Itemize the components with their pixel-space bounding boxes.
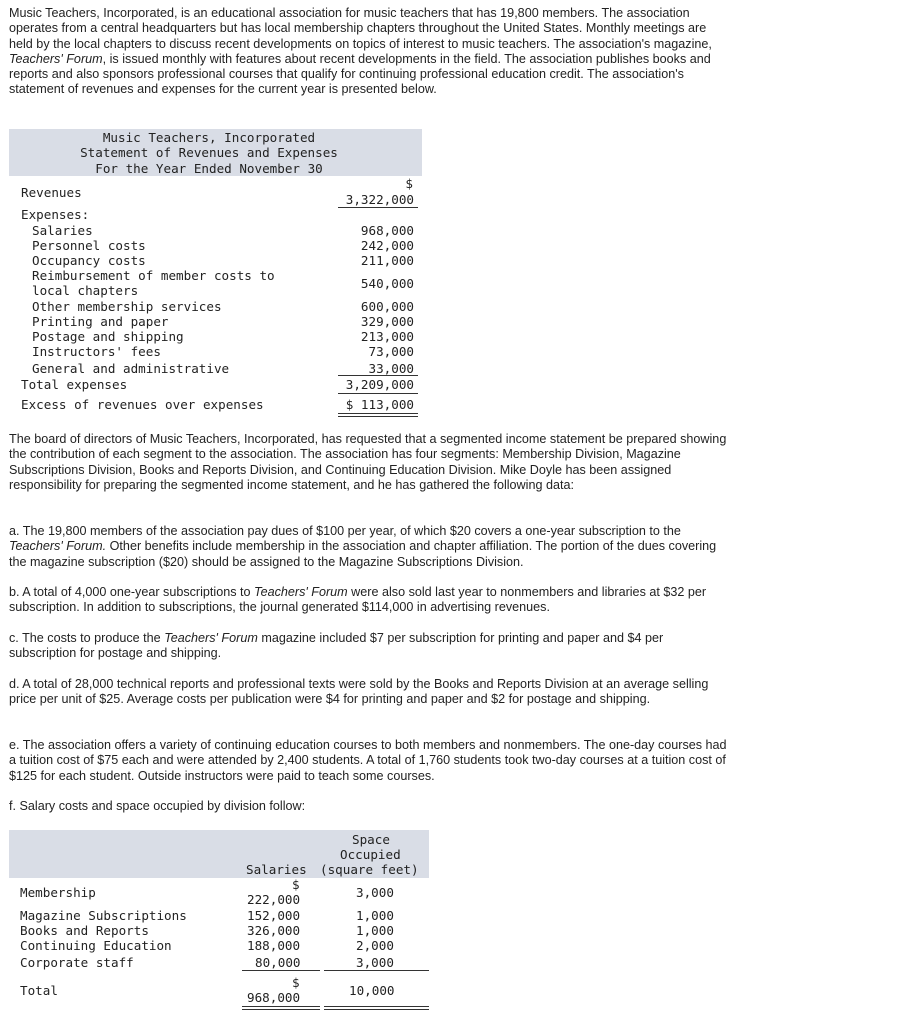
expense-row-postage	[9, 329, 422, 344]
excess-label: Excess of revenues over expenses	[21, 397, 264, 412]
item-b-text-2: were also sold last year to nonmembers and libraries at $32 per subscription. In addition to subscriptions, the journal generated $114,000 in advertising revenues.	[9, 585, 707, 615]
row-salary-education: 188,000	[247, 938, 301, 953]
expense-row-instructors	[9, 344, 422, 359]
row-salary-books: 326,000	[247, 923, 301, 938]
expense-value: 242,000	[360, 238, 414, 253]
statement-title-period: For the Year Ended November 30	[95, 160, 323, 176]
expense-label: General and administrative	[32, 361, 230, 376]
expense-value: 540,000	[360, 276, 414, 291]
excess-double-underline-1	[338, 413, 418, 414]
intro-paragraph	[9, 6, 729, 98]
expense-label: Instructors' fees	[32, 344, 161, 359]
item-a	[9, 524, 729, 570]
expenses-header-row	[9, 207, 422, 222]
expense-value: 600,000	[360, 299, 414, 314]
expense-row-general	[9, 361, 422, 376]
expense-label: Occupancy costs	[32, 253, 146, 268]
row-label-education: Continuing Education	[20, 938, 172, 953]
item-f: f. Salary costs and space occupied by division follow:	[9, 799, 306, 813]
row-space-membership: 3,000	[356, 885, 394, 900]
row-salary-membership: 222,000	[247, 892, 301, 907]
row-space-books: 1,000	[356, 923, 394, 938]
expense-row-reimbursement	[9, 268, 422, 298]
total-expenses-label: Total expenses	[21, 377, 128, 392]
expense-value: 211,000	[360, 253, 414, 268]
expense-label: Personnel costs	[32, 238, 146, 253]
total-salary: 968,000	[247, 990, 301, 1005]
intro-text-1: Music Teachers, Incorporated, is an educational association for music teachers that has 19,800 members. The association operates from a central headquarters but has local membership chapters throughout the United States. Monthly meetings are held by the local chapters to discuss recent developments on topics of interest to music teachers. The association's magazine,	[9, 6, 712, 51]
excess-double-underline-2	[338, 416, 418, 417]
expense-label: Salaries	[32, 223, 93, 238]
total-space-double-line-1	[324, 1006, 429, 1007]
item-b	[9, 585, 729, 616]
statement-header	[9, 129, 422, 176]
total-underline	[338, 393, 418, 394]
total-expenses-value: 3,209,000	[345, 377, 414, 392]
total-salary-double-line-2	[242, 1009, 320, 1010]
board-paragraph: The board of directors of Music Teachers, Incorporated, has requested that a segmented income statement be prepared showing the contribution of each segment to the association. The association has four segments: Membership Division, Magazine Subscriptions Division, Books and Reports Division, and Continuing Education Division. Mike Doyle has been assigned responsibility for preparing the segmented income statement, and he has gathered the following data:	[9, 432, 727, 492]
excess-value: $ 113,000	[345, 397, 414, 412]
expense-value: 329,000	[360, 314, 414, 329]
salary-dollar-sign: $	[292, 877, 300, 892]
expense-row-printing	[9, 314, 422, 329]
item-a-text-2: Other benefits include membership in the association and chapter affiliation. The portion of the dues covering the magazine subscription ($20) should be assigned to the Magazine Subscriptions Division.	[9, 539, 717, 569]
row-label-books: Books and Reports	[20, 923, 149, 938]
total-expenses-row	[9, 377, 422, 392]
item-c-text-1: c. The costs to produce the	[9, 631, 165, 645]
expense-row-personnel	[9, 238, 422, 253]
item-a-magazine: Teachers' Forum.	[9, 539, 107, 554]
row-label-corporate: Corporate staff	[20, 955, 134, 970]
expenses-underline	[338, 375, 418, 376]
expense-value: 968,000	[360, 223, 414, 238]
item-e: e. The association offers a variety of continuing education courses to both members and nonmembers. The one-day courses had a tuition cost of $75 each and were attended by 2,400 students. A total of 1,760 students took two-day courses at a tuition cost of $125 for each student. Outside instructors were paid to teach some courses.	[9, 738, 727, 783]
item-d: d. A total of 28,000 technical reports and professional texts were sold by the Books and Reports Division at an average selling price per unit of $25. Average costs per publication were $4 for printing and paper and $2 for postage and shipping.	[9, 677, 709, 707]
total-space: 10,000	[349, 983, 395, 998]
item-b-text-1: b. A total of 4,000 one-year subscriptions to	[9, 585, 255, 599]
revenue-expense-statement	[9, 129, 422, 412]
intro-magazine-name: Teachers' Forum	[9, 51, 103, 66]
expense-value: 33,000	[368, 361, 414, 376]
expense-value: 213,000	[360, 329, 414, 344]
expense-label: Reimbursement of member costs to local chapters	[32, 268, 275, 298]
expense-row-salaries	[9, 223, 422, 238]
salary-underline	[242, 970, 320, 971]
expense-label: Printing and paper	[32, 314, 169, 329]
item-c-text-2: magazine included $7 per subscription for printing and paper and $4 per subscription for postage and shipping.	[9, 631, 664, 661]
expense-row-occupancy	[9, 253, 422, 268]
expense-label: Postage and shipping	[32, 329, 184, 344]
row-space-education: 2,000	[356, 938, 394, 953]
statement-title-company: Music Teachers, Incorporated	[102, 130, 316, 145]
revenues-label: Revenues	[21, 185, 82, 200]
row-salary-magazine: 152,000	[247, 908, 301, 923]
revenues-value-row	[9, 192, 422, 207]
header-salaries: Salaries	[246, 862, 307, 877]
row-label-magazine: Magazine Subscriptions	[20, 908, 187, 923]
total-label: Total	[20, 983, 58, 998]
total-salary-double-line-1	[242, 1006, 320, 1007]
expense-value: 73,000	[368, 344, 414, 359]
revenues-dollar-sign: $	[405, 176, 413, 191]
total-salary-dollar-sign: $	[292, 975, 300, 990]
item-c-magazine: Teachers' Forum	[164, 631, 258, 645]
item-b-magazine: Teachers' Forum	[254, 585, 348, 599]
statement-title-name: Statement of Revenues and Expenses	[80, 145, 338, 161]
expense-label: Other membership services	[32, 299, 222, 314]
row-salary-corporate: 80,000	[255, 955, 301, 970]
row-label-membership: Membership	[20, 885, 96, 900]
intro-text-2: , is issued monthly with features about recent developments in the field. The association publishes books and reports and also sponsors professional courses that qualify for continuing professional education credit. The association's statement of revenues and expenses for the current year is presented below.	[9, 51, 711, 97]
revenues-value: 3,322,000	[345, 192, 414, 207]
header-occupied: Occupied	[340, 847, 401, 862]
row-space-magazine: 1,000	[356, 908, 394, 923]
item-c	[9, 631, 729, 662]
row-space-corporate: 3,000	[356, 955, 394, 970]
space-underline	[324, 970, 429, 971]
expenses-label: Expenses:	[21, 207, 90, 222]
expense-row-other-membership	[9, 299, 422, 314]
excess-row	[9, 397, 422, 412]
header-space: Space	[352, 832, 390, 847]
total-space-double-line-2	[324, 1009, 429, 1010]
item-a-text-1: a. The 19,800 members of the association pay dues of $100 per year, of which $20 covers a one-year subscription to the	[9, 524, 681, 538]
header-square-feet: (square feet)	[320, 862, 419, 877]
